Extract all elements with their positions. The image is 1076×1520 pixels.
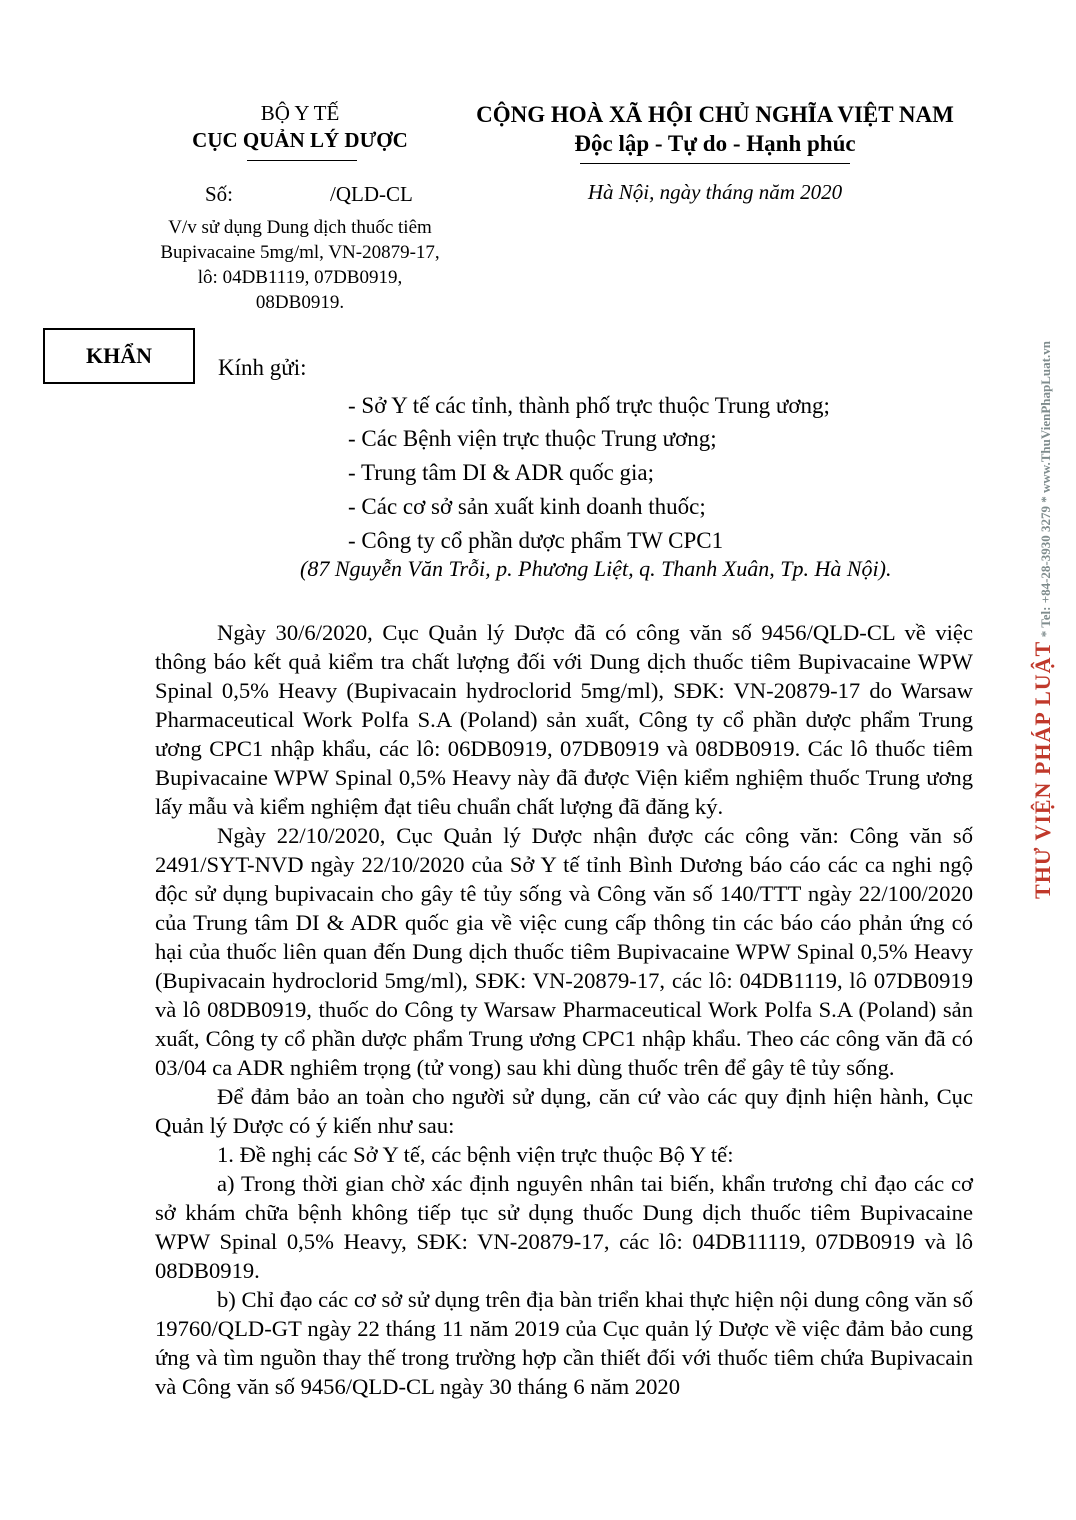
- paragraph: Ngày 22/10/2020, Cục Quản lý Dược nhận được các công văn: Công văn số 2491/SYT-NVD ngày 22/10/2020 của Sở Y tế tỉnh Bình Dương báo cáo các ca nghi ngộ độc sử dụng bupivacain cho gây tê tủy sống và Công văn số 140/TTT ngày 22/100/2020 của Trung tâm DI & ADR quốc gia về việc cung cấp thông tin các báo cáo phản ứng có hại của thuốc liên quan đến Dung dịch thuốc tiêm Bupivacaine WPW Spinal 0,5% Heavy (Bupivacain hydroclorid 5mg/ml), SĐK: VN-20879-17, các lô: 04DB1119, lô 07DB0919 và lô 08DB0919, thuốc do Công ty Warsaw Pharmaceutical Work Polfa S.A (Poland) sản xuất, Công ty cổ phần dược phẩm Trung ương CPC1 nhập khẩu. Theo các công văn đã có 03/04 ca ADR nghiêm trọng (tử vong) sau khi dùng thuốc trên để gây tê tủy sống.: [155, 823, 973, 1080]
- recipient-item: - Các Bệnh viện trực thuộc Trung ương;: [348, 426, 717, 451]
- urgent-stamp: KHẨN: [43, 328, 195, 384]
- issuer-underline: [247, 160, 357, 161]
- watermark-contact: * Tel: +84-28-3930 3279 * www.ThuVienPhapLuat.vn: [1038, 341, 1053, 638]
- recipient-item: - Trung tâm DI & ADR quốc gia;: [348, 460, 655, 485]
- national-motto: Độc lập - Tự do - Hạnh phúc: [574, 131, 856, 156]
- paragraph: Ngày 30/6/2020, Cục Quản lý Dược đã có công văn số 9456/QLD-CL về việc thông báo kết quả kiểm tra chất lượng đối với Dung dịch thuốc tiêm Bupivacaine WPW Spinal 0,5% Heavy (Bupivacain hydroclorid 5mg/ml), SĐK: VN-20879-17 do Warsaw Pharmaceutical Work Polfa S.A (Poland) sản xuất, Công ty cổ phần dược phẩm Trung ương CPC1 nhập khẩu, các lô: 06DB0919, 07DB0919 và 08DB0919. Các lô thuốc tiêm Bupivacaine WPW Spinal 0,5% Heavy này đã được Viện kiểm nghiệm thuốc Trung ương lấy mẫu và kiểm nghiệm đạt tiêu chuẩn chất lượng đã đăng ký.: [155, 620, 973, 819]
- paragraph: a) Trong thời gian chờ xác định nguyên nhân tai biến, khẩn trương chỉ đạo các cơ sở khám chữa bệnh không tiếp tục sử dụng thuốc Dung dịch thuốc tiêm Bupivacaine WPW Spinal 0,5% Heavy, SĐK: VN-20879-17, các lô: 04DB11119, 07DB0919 và lô 08DB0919.: [155, 1171, 973, 1283]
- department-name: CỤC QUẢN LÝ DƯỢC: [192, 128, 408, 152]
- ministry-name: BỘ Y TẾ: [260, 101, 340, 125]
- paragraph: Để đảm bảo an toàn cho người sử dụng, căn cứ vào các quy định hiện hành, Cục Quản lý Dược có ý kiến như sau:: [155, 1084, 973, 1138]
- document-subject: V/v sử dụng Dung dịch thuốc tiêm Bupivacaine 5mg/ml, VN-20879-17, lô: 04DB1119, 07DB0919, 08DB0919.: [160, 217, 440, 313]
- issuer-block: [160, 100, 440, 154]
- issue-date: Hà Nội, ngày tháng năm 2020: [587, 180, 843, 204]
- document-number-label: Số:: [205, 182, 234, 206]
- recipient-item: - Các cơ sở sản xuất kinh doanh thuốc;: [348, 494, 706, 519]
- country-name: CỘNG HOÀ XÃ HỘI CHỦ NGHĨA VIỆT NAM: [476, 102, 954, 127]
- recipient-item: - Công ty cổ phần dược phẩm TW CPC1: [348, 528, 724, 553]
- motto-underline: [580, 163, 850, 164]
- paragraph: 1. Đề nghị các Sở Y tế, các bệnh viện trực thuộc Bộ Y tế:: [217, 1142, 734, 1167]
- national-header: [450, 100, 980, 158]
- greeting: Kính gửi:: [218, 355, 307, 380]
- recipient-item: - Sở Y tế các tỉnh, thành phố trực thuộc Trung ương;: [348, 393, 830, 418]
- recipient-address: (87 Nguyễn Văn Trỗi, p. Phương Liệt, q. Thanh Xuân, Tp. Hà Nội).: [300, 556, 892, 581]
- letter-body: [155, 618, 973, 1401]
- watermark-brand: THƯ VIỆN PHÁP LUẬT: [1030, 640, 1055, 899]
- paragraph: b) Chỉ đạo các cơ sở sử dụng trên địa bàn triển khai thực hiện nội dung công văn số 19760/QLD-GT ngày 22 tháng 11 năm 2019 của Cục quản lý Dược về việc đảm bảo cung ứng và tìm nguồn thay thế trong trường hợp cần thiết đối với thuốc tiêm chứa Bupivacain và Công văn số 9456/QLD-CL ngày 30 tháng 6 năm 2020: [155, 1287, 973, 1399]
- document-number-code: /QLD-CL: [330, 182, 413, 206]
